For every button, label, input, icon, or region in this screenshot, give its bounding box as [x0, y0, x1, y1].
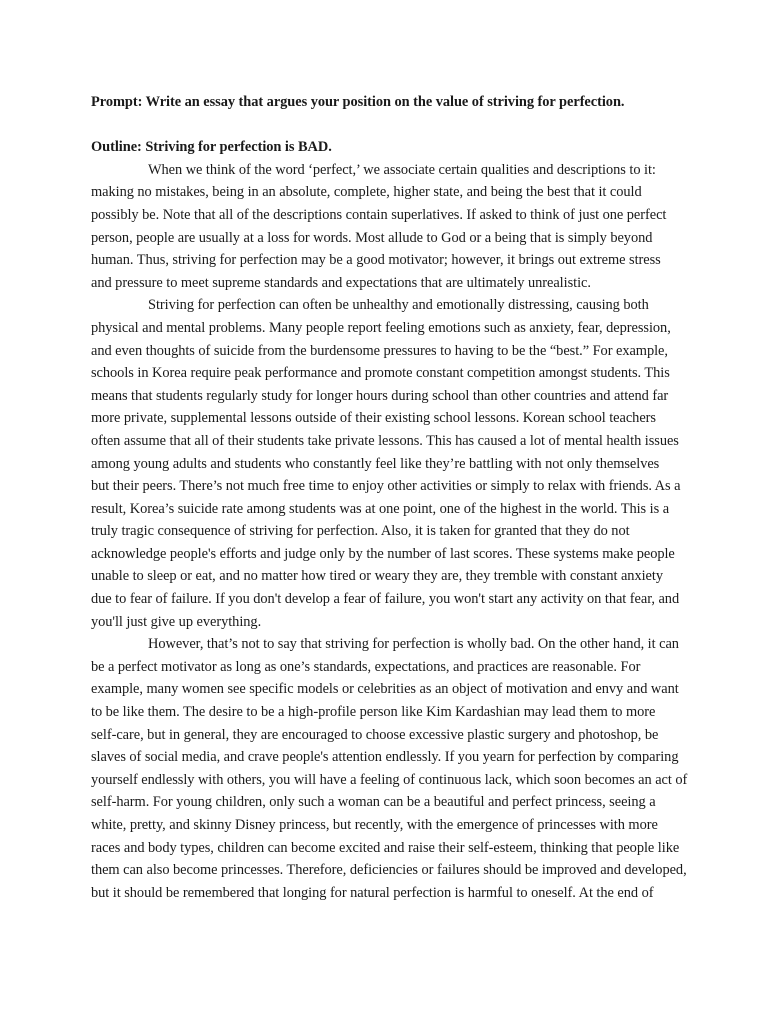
paragraph-line: more private, supplemental lessons outside of their existing school lessons. Korean school teachers: [91, 410, 656, 427]
paragraph-line: However, that’s not to say that striving for perfection is wholly bad. On the other hand, it can: [148, 636, 679, 653]
paragraph-line: races and body types, children can become excited and raise their self-esteem, thinking that people like: [91, 839, 680, 856]
paragraph-line: them can also become princesses. Therefore, deficiencies or failures should be improved and developed,: [91, 862, 687, 879]
paragraph-line: and pressure to meet supreme standards and expectations that are ultimately unrealistic.: [91, 274, 591, 291]
paragraph-line: possibly be. Note that all of the descriptions contain superlatives. If asked to think of just one perfect: [91, 206, 667, 223]
essay-body: [91, 91, 688, 904]
paragraph-line: self-harm. For young children, only such a woman can be a beautiful and perfect princess, seeing a: [91, 794, 656, 811]
essay-paragraph: [91, 633, 688, 904]
paragraph-line: due to fear of failure. If you don't develop a fear of failure, you won't start any activity on that fear, and: [91, 591, 680, 608]
paragraph-line: but it should be remembered that longing for natural perfection is harmful to oneself. At the end of: [91, 884, 654, 901]
paragraph-line: acknowledge people's efforts and judge only by the number of last scores. These systems make people: [91, 545, 675, 562]
paragraph-line: schools in Korea require peak performance and promote constant competition amongst students. This: [91, 365, 670, 382]
paragraph-line: slaves of social media, and crave people's attention endlessly. If you yearn for perfection by comparing: [91, 749, 679, 766]
paragraph-line: white, pretty, and skinny Disney princess, but recently, with the emergence of princesses with more: [91, 817, 658, 833]
paragraph-line: Striving for perfection can often be unhealthy and emotionally distressing, causing both: [148, 297, 649, 314]
paragraph-line: yourself endlessly with others, you will have a feeling of continuous lack, which soon becomes an act of: [91, 771, 688, 788]
paragraph-line: When we think of the word ‘perfect,’ we associate certain qualities and descriptions to it:: [148, 161, 656, 178]
essay-paragraphs: [91, 159, 688, 905]
paragraph-line: means that students regularly study for longer hours during school than other countries and attend far: [91, 387, 669, 404]
essay-outline-heading: Outline: Striving for perfection is BAD.: [91, 139, 332, 156]
paragraph-line: self-care, but in general, they are encouraged to choose excessive plastic surgery and photoshop, be: [91, 726, 659, 743]
paragraph-line: among young adults and students who constantly feel like they’re battling with not only themselves: [91, 455, 660, 472]
paragraph-line: often assume that all of their students take private lessons. This has caused a lot of mental health issues: [91, 432, 679, 449]
paragraph-line: person, people are usually at a loss for words. Most allude to God or a being that is simply beyond: [91, 229, 653, 246]
paragraph-line: physical and mental problems. Many people report feeling emotions such as anxiety, fear, depression,: [91, 319, 671, 336]
essay-paragraph: [91, 159, 673, 295]
essay-prompt: Prompt: Write an essay that argues your position on the value of striving for perfection.: [91, 94, 625, 110]
paragraph-line: and even thoughts of suicide from the burdensome pressures to having to be the “best.” For example,: [91, 342, 668, 359]
paragraph-line: unable to sleep or eat, and no matter how tired or weary they are, they tremble with constant anxiety: [91, 568, 663, 585]
paragraph-line: be a perfect motivator as long as one’s standards, expectations, and practices are reasonable. For: [91, 658, 641, 675]
paragraph-line: making no mistakes, being in an absolute, complete, higher state, and being the best that it could: [91, 184, 642, 201]
paragraph-line: truly tragic consequence of striving for perfection. Also, it is taken for granted that they do not: [91, 523, 630, 540]
paragraph-line: but their peers. There’s not much free time to enjoy other activities or simply to relax with friends. As a: [91, 478, 681, 495]
paragraph-line: example, many women see specific models or celebrities as an object of motivation and envy and want: [91, 681, 679, 698]
paragraph-line: you'll just give up everything.: [91, 613, 262, 630]
paragraph-line: to be like them. The desire to be a high-profile person like Kim Kardashian may lead them to more: [91, 704, 656, 721]
essay-paragraph: [91, 294, 681, 633]
paragraph-line: result, Korea’s suicide rate among students was at one point, one of the highest in the world. This is a: [91, 500, 670, 517]
paragraph-line: human. Thus, striving for perfection may be a good motivator; however, it brings out extreme stress: [91, 252, 661, 269]
